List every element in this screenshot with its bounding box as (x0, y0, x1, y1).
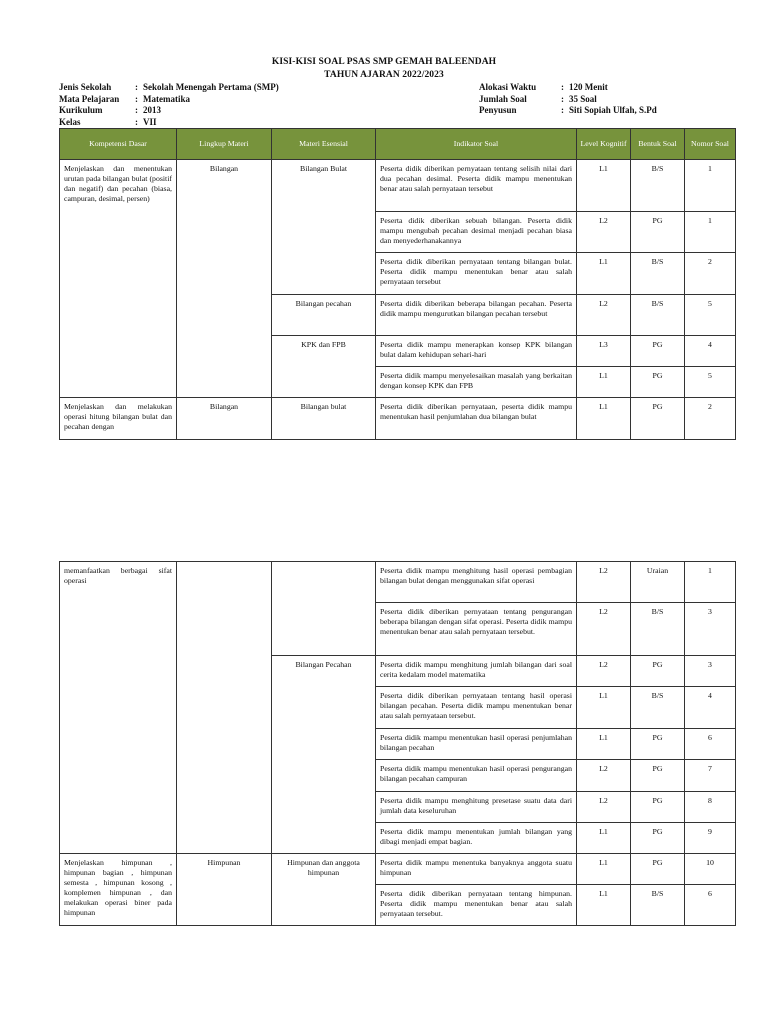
table-row (60, 160, 736, 212)
table-header-row (60, 129, 736, 160)
nomor-cell: 1 (685, 562, 736, 603)
info-row-alokasi-waktu: Alokasi Waktu : 120 Menit (479, 82, 608, 92)
materi-esensial-cell: Bilangan bulat (272, 398, 376, 440)
bentuk-cell: PG (631, 656, 685, 687)
info-row-mata-pelajaran: Mata Pelajaran : Matematika (59, 93, 190, 104)
info-label: Jumlah Soal (479, 93, 527, 104)
bentuk-cell: PG (631, 760, 685, 792)
indikator-cell: Peserta didik diberikan pernyataan tentang himpunan. Peserta didik mampu menentukan benar atau salah pernyataan tersebut. (376, 885, 577, 926)
level-cell: L2 (577, 656, 631, 687)
level-cell: L1 (577, 367, 631, 398)
bentuk-cell: B/S (631, 160, 685, 212)
bentuk-cell: PG (631, 367, 685, 398)
nomor-cell: 1 (685, 212, 736, 253)
kisi-kisi-table-page-1 (59, 128, 736, 440)
indikator-cell: Peserta didik diberikan pernyataan tentang bilangan bulat. Peserta didik mampu menentukan benar atau salah pernyataan tersebut (376, 253, 577, 295)
table-row (60, 398, 736, 440)
info-row-penyusun: Penyusun : Siti Sopiah Ulfah, S.Pd (479, 105, 657, 115)
column-header: Bentuk Soal (631, 129, 685, 160)
indikator-cell: Peserta didik mampu menghitung jumlah bilangan dari soal cerita kedalam model matematika (376, 656, 577, 687)
indikator-cell: Peserta didik mampu menentuka banyaknya anggota suatu himpunan (376, 854, 577, 885)
level-cell: L1 (577, 160, 631, 212)
column-header: Kompetensi Dasar (60, 129, 177, 160)
info-value: VII (143, 116, 157, 127)
indikator-cell: Peserta didik mampu menghitung presetase suatu data dari jumlah data keseluruhan (376, 792, 577, 823)
indikator-cell: Peserta didik mampu menerapkan konsep KPK bilangan bulat dalam kehidupan sehari-hari (376, 336, 577, 367)
info-value: Siti Sopiah Ulfah, S.Pd (569, 105, 657, 115)
column-header: Materi Esensial (272, 129, 376, 160)
kisi-kisi-table-page-2 (59, 561, 736, 926)
info-left (59, 82, 279, 128)
materi-esensial-cell: Bilangan pecahan (272, 295, 376, 336)
level-cell: L1 (577, 687, 631, 729)
level-cell: L1 (577, 823, 631, 854)
info-label: Mata Pelajaran (59, 93, 120, 104)
level-cell: L2 (577, 212, 631, 253)
info-label: Alokasi Waktu (479, 82, 537, 92)
materi-esensial-cell: Bilangan Bulat (272, 160, 376, 295)
kompetensi-dasar-cell: Menjelaskan dan menentukan urutan pada bilangan bulat (positif dan negatif) dan pecahan (biasa, campuran, desimal, persen) (60, 160, 177, 398)
level-cell: L1 (577, 398, 631, 440)
materi-esensial-cell (272, 562, 376, 656)
nomor-cell: 4 (685, 687, 736, 729)
document-title: KISI-KISI SOAL PSAS SMP GEMAH BALEENDAH (271, 57, 497, 67)
info-value: 2013 (143, 105, 161, 115)
materi-esensial-cell: KPK dan FPB (272, 336, 376, 398)
nomor-cell: 5 (685, 367, 736, 398)
info-label: Penyusun (479, 105, 517, 115)
nomor-cell: 3 (685, 656, 736, 687)
nomor-cell: 2 (685, 253, 736, 295)
level-cell: L1 (577, 253, 631, 295)
bentuk-cell: B/S (631, 687, 685, 729)
nomor-cell: 8 (685, 792, 736, 823)
info-row-jenis-sekolah: Jenis Sekolah : Sekolah Menengah Pertama (SMP) (59, 82, 279, 92)
info-row-kelas: Kelas : VII (59, 116, 157, 127)
indikator-cell: Peserta didik diberikan pernyataan tentang selisih nilai dari dua pecahan desimal. Peserta didik mampu menentukan benar atau salah pernyataan tersebut (376, 160, 577, 212)
level-cell: L1 (577, 885, 631, 926)
indikator-cell: Peserta didik diberikan pernyataan tentang pengurangan beberapa bilangan dengan sifat operasi. Peserta didik mampu menentukan benar atau salah pernyataan tersebut. (376, 603, 577, 656)
info-value: 35 Soal (569, 93, 597, 104)
info-right (479, 82, 657, 117)
bentuk-cell: Uraian (631, 562, 685, 603)
indikator-cell: Peserta didik mampu menentukan hasil operasi pengurangan bilangan pecahan campuran (376, 760, 577, 792)
column-header: Nomor Soal (685, 129, 736, 160)
level-cell: L3 (577, 336, 631, 367)
info-row-kurikulum: Kurikulum : 2013 (59, 105, 161, 115)
info-value: Sekolah Menengah Pertama (SMP) (143, 82, 279, 92)
level-cell: L1 (577, 854, 631, 885)
info-value: Matematika (143, 93, 190, 104)
nomor-cell: 6 (685, 885, 736, 926)
level-cell: L2 (577, 760, 631, 792)
lingkup-materi-cell: Bilangan (177, 398, 272, 440)
level-cell: L2 (577, 792, 631, 823)
column-header: Lingkup Materi (177, 129, 272, 160)
materi-esensial-cell: Bilangan Pecahan (272, 656, 376, 854)
nomor-cell: 9 (685, 823, 736, 854)
indikator-cell: Peserta didik diberikan sebuah bilangan. Peserta didik mampu mengubah pecahan desimal menjadi pecahan biasa dan menyederhanakannya (376, 212, 577, 253)
indikator-cell: Peserta didik diberikan pernyataan tentang hasil operasi bilangan pecahan. Peserta didik mampu menentukan benar atau salah pernyataan tersebut. (376, 687, 577, 729)
nomor-cell: 3 (685, 603, 736, 656)
info-label: Kelas (59, 116, 81, 127)
indikator-cell: Peserta didik diberikan beberapa bilangan pecahan. Peserta didik mampu mengurutkan bilangan pecahan tersebut (376, 295, 577, 336)
level-cell: L2 (577, 562, 631, 603)
bentuk-cell: B/S (631, 603, 685, 656)
nomor-cell: 4 (685, 336, 736, 367)
bentuk-cell: PG (631, 823, 685, 854)
bentuk-cell: B/S (631, 253, 685, 295)
kompetensi-dasar-cell: Menjelaskan dan melakukan operasi hitung bilangan bulat dan pecahan dengan (60, 398, 177, 440)
nomor-cell: 1 (685, 160, 736, 212)
indikator-cell: Peserta didik mampu menyelesaikan masalah yang berkaitan dengan konsep KPK dan FPB (376, 367, 577, 398)
indikator-cell: Peserta didik mampu menentukan jumlah bilangan yang dibagi menjadi empat bagian. (376, 823, 577, 854)
lingkup-materi-cell: Himpunan (177, 854, 272, 926)
column-header: Level Kognitif (577, 129, 631, 160)
level-cell: L2 (577, 295, 631, 336)
kompetensi-dasar-cell: Menjelaskan himpunan , himpunan bagian , himpunan semesta , himpunan kosong , komplemen himpunan , dan melakukan operasi biner pada himpunan (60, 854, 177, 926)
info-label: Kurikulum (59, 105, 103, 115)
bentuk-cell: PG (631, 212, 685, 253)
indikator-cell: Peserta didik mampu menghitung hasil operasi pembagian bilangan bulat dengan menggunakan sifat operasi (376, 562, 577, 603)
nomor-cell: 6 (685, 729, 736, 760)
nomor-cell: 5 (685, 295, 736, 336)
indikator-cell: Peserta didik mampu menentukan hasil operasi penjumlahan bilangan pecahan (376, 729, 577, 760)
nomor-cell: 7 (685, 760, 736, 792)
document-subtitle: TAHUN AJARAN 2022/2023 (324, 70, 444, 80)
info-label: Jenis Sekolah (59, 82, 112, 92)
lingkup-materi-cell (177, 562, 272, 854)
bentuk-cell: PG (631, 729, 685, 760)
table-row (60, 562, 736, 603)
lingkup-materi-cell: Bilangan (177, 160, 272, 398)
kompetensi-dasar-cell: memanfaatkan berbagai sifat operasi (60, 562, 177, 854)
info-value: 120 Menit (569, 82, 608, 92)
bentuk-cell: PG (631, 792, 685, 823)
materi-esensial-cell: Himpunan dan anggota himpunan (272, 854, 376, 926)
table-row (60, 854, 736, 885)
nomor-cell: 10 (685, 854, 736, 885)
bentuk-cell: PG (631, 398, 685, 440)
column-header: Indikator Soal (376, 129, 577, 160)
bentuk-cell: B/S (631, 885, 685, 926)
indikator-cell: Peserta didik diberikan pernyataan, peserta didik mampu menentukan hasil penjumlahan dua bilangan bulat (376, 398, 577, 440)
level-cell: L2 (577, 603, 631, 656)
nomor-cell: 2 (685, 398, 736, 440)
bentuk-cell: B/S (631, 295, 685, 336)
level-cell: L1 (577, 729, 631, 760)
bentuk-cell: PG (631, 336, 685, 367)
info-row-jumlah-soal: Jumlah Soal : 35 Soal (479, 93, 597, 104)
bentuk-cell: PG (631, 854, 685, 885)
